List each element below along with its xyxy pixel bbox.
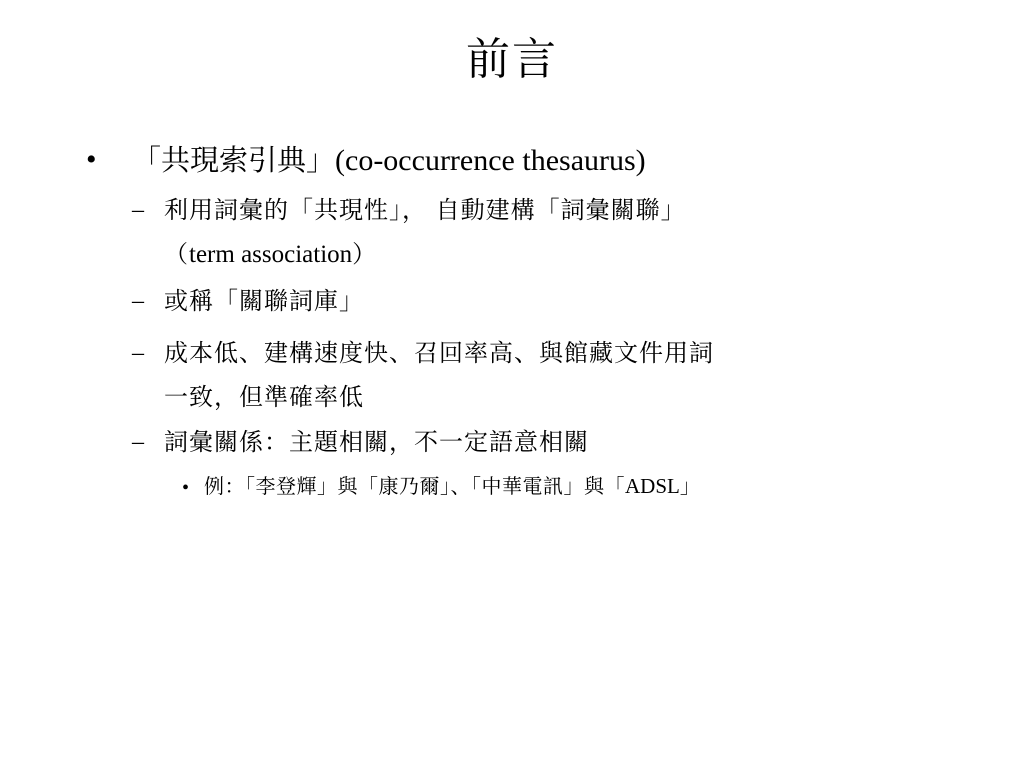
sub-bullet-line: 或稱「關聯詞庫」 [164, 287, 364, 315]
example-text-close: 」 [679, 474, 701, 498]
bullet-co-occurrence-thesaurus [132, 140, 646, 181]
bullet-marker: • [86, 143, 97, 176]
sub-bullet-associative-thesaurus [164, 279, 364, 323]
sub-bullet-term-relation [164, 420, 589, 464]
sub-bullet-term-association [164, 188, 686, 276]
term-association-text: term association [189, 241, 353, 268]
bullet-text-latin: (co-occurrence thesaurus) [335, 144, 646, 177]
sub-bullet-line: 利用詞彙的「共現性」， 自動建構「詞彙關聯」 [164, 196, 686, 224]
paren-open: （ [164, 240, 189, 268]
example-line [204, 471, 700, 501]
example-bullet-marker: • [182, 477, 190, 499]
sub-bullet-marker: – [132, 429, 144, 455]
example-text-cjk: 例：「李登輝」與「康乃爾」、「中華電訊」與「 [204, 474, 625, 498]
sub-bullet-marker: – [132, 197, 144, 223]
sub-bullet-line: 詞彙關係：主題相關，不一定語意相關 [164, 428, 589, 456]
sub-bullet-pros-cons [164, 331, 714, 419]
sub-bullet-marker: – [132, 340, 144, 366]
sub-bullet-marker: – [132, 288, 144, 314]
paren-close: ） [352, 240, 378, 268]
example-text-latin: ADSL [625, 474, 680, 498]
sub-bullet-line: 一致，但準確率低 [164, 383, 364, 411]
slide-title: 前言 [466, 34, 558, 85]
sub-bullet-line [164, 232, 686, 276]
bullet-text-cjk: 「共現索引典」 [132, 143, 336, 177]
sub-bullet-line: 成本低、建構速度快、召回率高、與館藏文件用詞 [164, 339, 714, 367]
